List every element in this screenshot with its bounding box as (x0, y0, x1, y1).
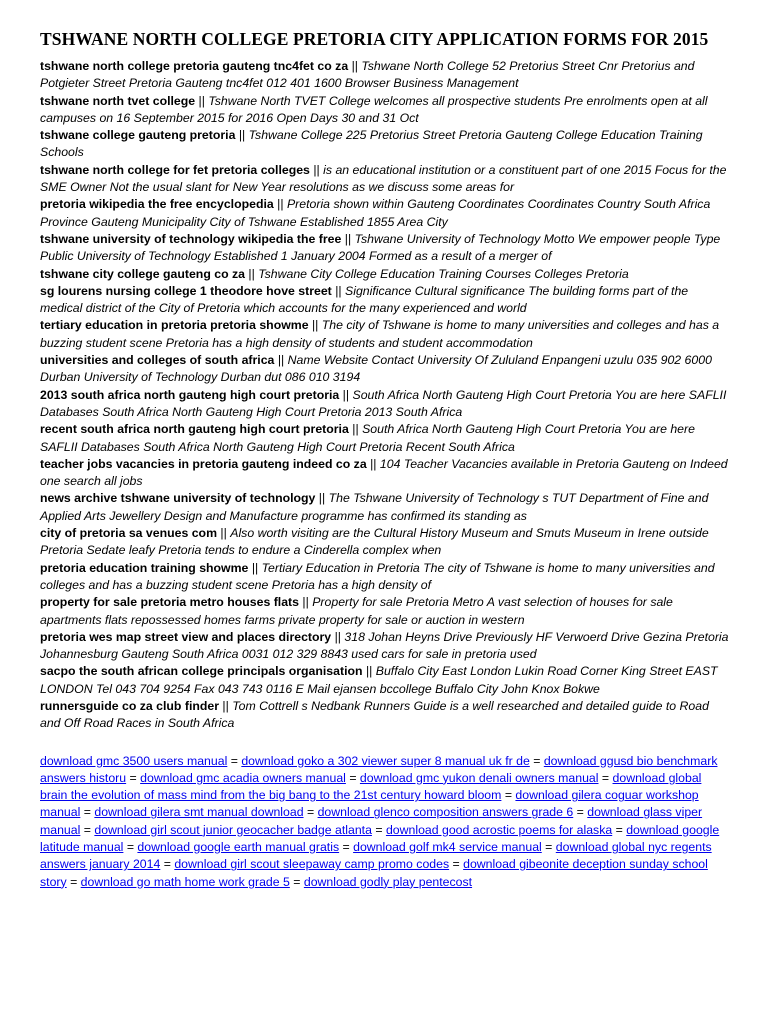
download-link[interactable]: download girl scout junior geocacher badge atlanta (94, 822, 372, 837)
entry-description: South Africa North Gauteng High Court Pretoria You are here SAFLII Databases South Africa North Gauteng High Court Pretoria Recent South Africa (40, 422, 695, 454)
entry-keyword: tshwane college gauteng pretoria (40, 128, 236, 143)
entry-description: 104 Teacher Vacancies available in Pretoria Gauteng on Indeed one search all jobs (40, 456, 728, 489)
entry-description: Property for sale Pretoria Metro A vast selection of houses for sale apartments flats repossessed homes farms private property for sale or auction in western (40, 595, 673, 627)
entry-description: Tshwane City College Education Training Courses Colleges Pretoria (258, 266, 629, 281)
entry-keyword: teacher jobs vacancies in pretoria gauteng indeed co za (40, 456, 367, 471)
link-separator: = (541, 840, 556, 855)
entry-description: The city of Tshwane is home to many universities and colleges and has a buzzing student scene Pretoria has a high density of students and student accommodation (40, 318, 720, 350)
entry-keyword: tshwane north college pretoria gauteng tnc4fet co za (40, 59, 349, 73)
entry-keyword: runnersguide co za club finder (40, 698, 220, 713)
entry-separator: || (248, 560, 262, 575)
download-link[interactable]: download gilera coguar workshop manual (40, 788, 699, 820)
entry-description: Significance Cultural significance The building forms part of the medical district of the City of Pretoria which accounts for the many experienced and world (40, 283, 689, 316)
download-link[interactable]: download golf mk4 service manual (353, 840, 542, 855)
entry-item (40, 162, 732, 197)
entry-keyword: tshwane city college gauteng co za (40, 266, 246, 281)
entry-description: The Tshwane University of Technology s TUT Department of Fine and Applied Arts Jewellery Design and Manufacture programme has confirmed its standing as (40, 491, 709, 523)
entry-separator: || (341, 231, 355, 246)
download-link[interactable]: download go math home work grade 5 (80, 874, 290, 889)
entry-keyword: news archive tshwane university of technology (40, 491, 316, 506)
link-separator: = (345, 770, 360, 785)
entry-keyword: property for sale pretoria metro houses flats (40, 595, 299, 610)
link-separator: = (80, 822, 95, 837)
download-link[interactable]: download glenco composition answers grade 6 (317, 805, 574, 820)
entry-description: Tshwane University of Technology Motto We empower people Type Public University of Technology Established 1 January 2004 Formed as a result of a merger of (40, 231, 721, 264)
entry-item (40, 490, 732, 525)
link-separator: = (66, 874, 81, 889)
download-link[interactable]: download google earth manual gratis (137, 840, 340, 855)
download-link[interactable]: download ggusd bio benchmark answers historu (40, 753, 718, 785)
link-separator: = (573, 805, 588, 820)
entry-item (40, 456, 732, 491)
entry-separator: || (348, 59, 362, 73)
entry-description: South Africa North Gauteng High Court Pretoria You are here SAFLII Databases South Africa North Gauteng High Court Pretoria 2013 South Africa (40, 387, 727, 419)
entry-description: 318 Johan Heyns Drive Previously HF Verwoerd Drive Gezina Pretoria Johannesburg Gauteng South Africa 0031 012 329 8843 used cars for sale in pretoria used (40, 629, 729, 662)
entry-separator: || (366, 456, 380, 471)
entry-description: is an educational institution or a constituent part of one 2015 Focus for the SME Owner Not the usual slant for New Year resolutions as we discuss some areas for (40, 162, 727, 195)
entry-description: Tertiary Education in Pretoria The city of Tshwane is home to many universities and colleges and has a buzzing student scene Pretoria has a high density of (40, 560, 715, 592)
entry-separator: || (331, 629, 345, 644)
entry-item (40, 421, 732, 456)
entry-separator: || (348, 422, 363, 437)
link-separator: = (227, 753, 242, 768)
entry-description: Name Website Contact University Of Zululand Enpangeni uzulu 035 902 6000 Durban University of Technology Durban dut 086 010 3194 (40, 353, 712, 385)
link-separator: = (160, 857, 175, 872)
link-separator: = (529, 753, 544, 768)
link-separator: = (501, 788, 516, 803)
entry-separator: || (235, 128, 249, 143)
link-separator: = (80, 805, 95, 820)
entry-keyword: tshwane north college for fet pretoria colleges (40, 162, 310, 177)
entry-keyword: universities and colleges of south africa (40, 353, 275, 368)
entry-description: Also worth visiting are the Cultural History Museum and Smuts Museum in Irene outside Pretoria Sedate leafy Pretoria tends to endure a Cinderella complex when (40, 526, 709, 558)
document-page (40, 30, 732, 891)
download-link[interactable]: download goko a 302 viewer super 8 manual uk fr de (241, 753, 530, 768)
entry-keyword: tertiary education in pretoria pretoria showme (40, 318, 309, 333)
link-separator: = (371, 822, 386, 837)
entry-list (40, 58, 732, 733)
download-link[interactable]: download girl scout sleepaway camp promo codes (174, 857, 450, 872)
download-link[interactable]: download global brain the evolution of mass mind from the big bang to the 21st century howard bloom (40, 770, 702, 803)
entry-separator: || (273, 197, 287, 212)
download-link[interactable]: download gmc acadia owners manual (140, 770, 346, 785)
link-separator: = (598, 770, 613, 785)
entry-item (40, 560, 732, 595)
entry-keyword: tshwane north tvet college (40, 93, 196, 108)
entry-keyword: 2013 south africa north gauteng high court pretoria (40, 387, 340, 402)
entry-item (40, 387, 732, 422)
download-link[interactable]: download gmc yukon denali owners manual (359, 770, 599, 785)
entry-separator: || (217, 526, 231, 541)
entry-item (40, 317, 732, 352)
entry-description: Tshwane North College 52 Pretorius Street Cnr Pretorius and Potgieter Street Pretoria Gauteng tnc4fet 012 401 1600 Browser Business Management (40, 59, 695, 91)
entry-item (40, 698, 732, 733)
entry-item (40, 629, 732, 664)
entry-item (40, 231, 732, 266)
entry-item (40, 525, 732, 560)
download-link[interactable]: download global nyc regents answers january 2014 (40, 840, 712, 872)
entry-separator: || (219, 698, 233, 713)
link-separator: = (123, 840, 138, 855)
entry-keyword: pretoria education training showme (40, 560, 249, 575)
entry-description: Tshwane College 225 Pretorius Street Pretoria Gauteng College Education Training Schools (40, 128, 703, 160)
link-separator: = (303, 805, 318, 820)
entry-item (40, 283, 732, 318)
entry-separator: || (309, 162, 324, 177)
entry-keyword: sg lourens nursing college 1 theodore hove street (40, 283, 332, 298)
link-separator: = (449, 857, 464, 872)
entry-description: Buffalo City East London Lukin Road Corner King Street EAST LONDON Tel 043 704 9254 Fax 043 743 0116 E Mail ejansen bccollege Buffalo City John Knox Bokwe (40, 664, 718, 696)
entry-separator: || (245, 266, 259, 281)
entry-description: Tshwane North TVET College welcomes all prospective students Pre enrolments open at all campuses on 16 September 2015 for 2016 Open Days 30 and 31 Oct (40, 93, 708, 125)
entry-separator: || (331, 283, 346, 298)
document-title: TSHWANE NORTH COLLEGE PRETORIA CITY APPLICATION FORMS FOR 2015 (40, 29, 709, 49)
entry-separator: || (339, 387, 353, 402)
entry-item (40, 127, 732, 162)
download-link[interactable]: download godly play pentecost (303, 874, 473, 889)
entry-description: Pretoria shown within Gauteng Coordinates Coordinates Country South Africa Province Gauteng Municipality City of Tshwane Established 1855 Area City (40, 197, 711, 229)
download-link[interactable]: download gilera smt manual download (94, 805, 304, 820)
download-links-block (40, 753, 732, 891)
download-link[interactable]: download good acrostic poems for alaska (385, 822, 613, 837)
entry-keyword: recent south africa north gauteng high court pretoria (40, 422, 349, 437)
link-separator: = (289, 874, 304, 889)
entry-item (40, 663, 732, 698)
download-link[interactable]: download google latitude manual (40, 822, 720, 855)
link-separator: = (339, 840, 354, 855)
download-link[interactable]: download glass viper manual (40, 805, 703, 837)
entry-item (40, 594, 732, 629)
entry-separator: || (195, 93, 209, 108)
entry-separator: || (308, 318, 322, 333)
entry-separator: || (299, 595, 313, 610)
entry-item (40, 93, 732, 128)
entry-separator: || (274, 353, 288, 368)
entry-description: Tom Cottrell s Nedbank Runners Guide is a well researched and detailed guide to Road and Off Road Races in South Africa (40, 698, 709, 731)
entry-item (40, 58, 732, 93)
entry-separator: || (315, 491, 329, 506)
link-separator: = (612, 822, 627, 837)
entry-item (40, 352, 732, 387)
download-link[interactable]: download gmc 3500 users manual (40, 753, 228, 768)
entry-keyword: sacpo the south african college principals organisation (40, 664, 363, 679)
link-separator: = (126, 770, 141, 785)
entry-item (40, 266, 732, 283)
entry-keyword: pretoria wes map street view and places directory (40, 629, 332, 644)
entry-separator: || (362, 664, 376, 679)
download-link[interactable]: download gibeonite deception sunday school story (40, 857, 708, 889)
entry-keyword: pretoria wikipedia the free encyclopedia (40, 197, 274, 212)
entry-item (40, 196, 732, 231)
entry-keyword: city of pretoria sa venues com (40, 526, 218, 541)
entry-keyword: tshwane university of technology wikipedia the free (40, 231, 342, 246)
